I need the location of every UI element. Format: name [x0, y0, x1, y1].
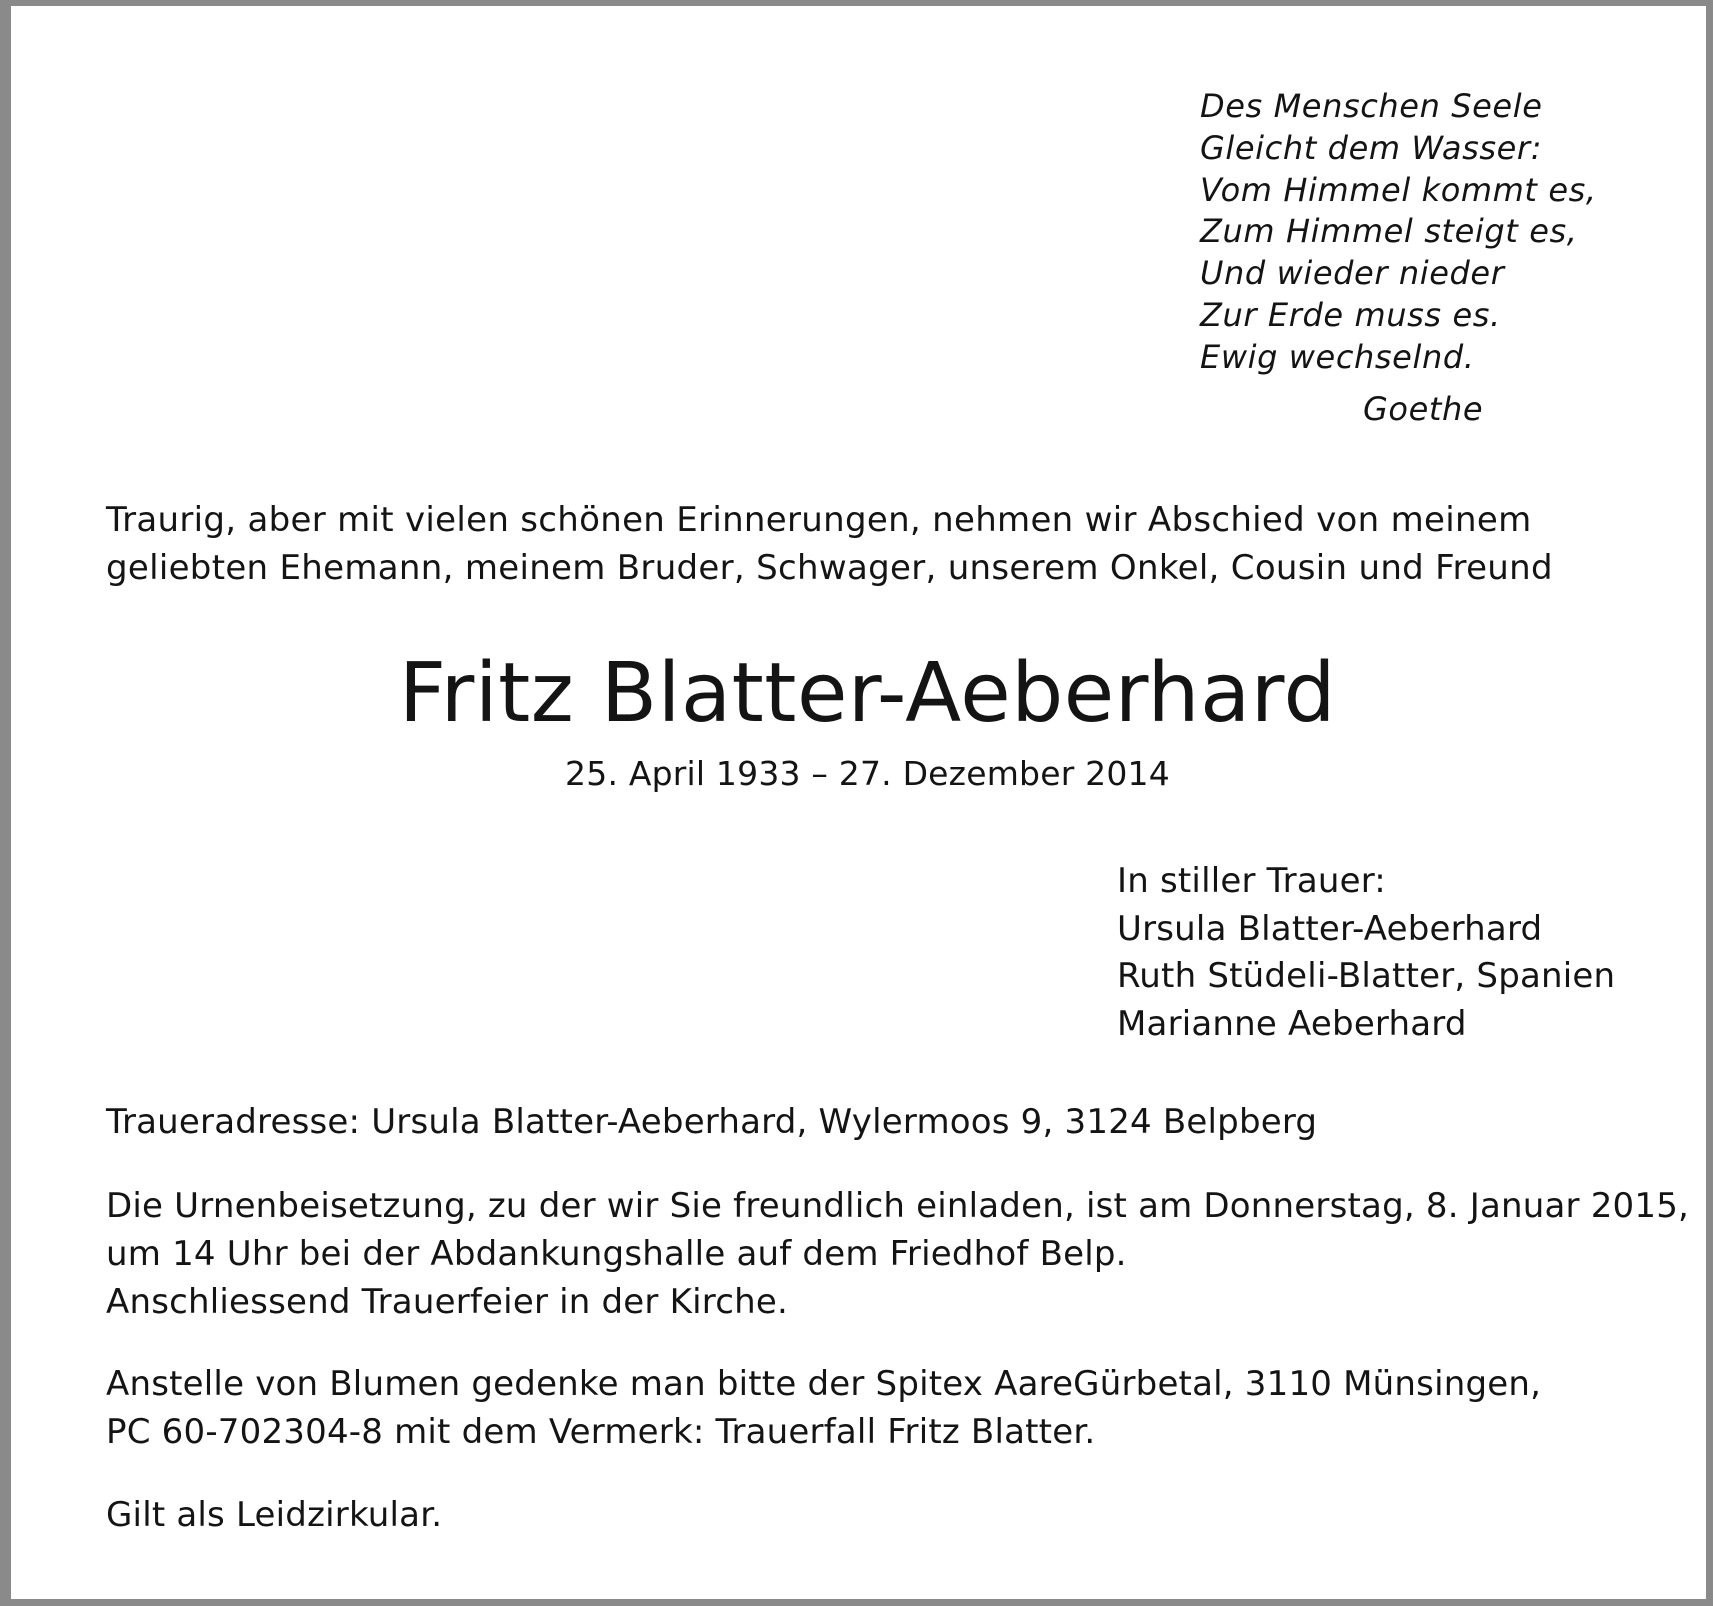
closing-line: Gilt als Leidzirkular. — [106, 1495, 443, 1535]
poem-line: Ewig wechselnd. — [1200, 337, 1475, 376]
poem-line: Vom Himmel kommt es, — [1200, 170, 1597, 209]
poem-author: Goethe — [1363, 390, 1484, 428]
poem-line: Zum Himmel steigt es, — [1200, 212, 1578, 251]
mourner-name: Ursula Blatter-Aeberhard — [1117, 908, 1543, 949]
poem-line: Gleicht dem Wasser: — [1200, 128, 1543, 167]
donation-paragraph — [106, 1360, 1541, 1456]
ceremony-paragraph — [106, 1182, 1689, 1326]
poem-line: Zur Erde muss es. — [1200, 295, 1501, 334]
life-dates: 25. April 1933 – 27. Dezember 2014 — [565, 754, 1170, 793]
intro-line: Traurig, aber mit vielen schönen Erinnerungen, nehmen wir Abschied von meinem — [106, 500, 1532, 540]
mourner-name: Ruth Stüdeli-Blatter, Spanien — [1117, 956, 1616, 996]
mourning-address — [106, 1098, 1317, 1146]
mourner-name: Marianne Aeberhard — [1117, 1003, 1467, 1044]
address-line: Traueradresse: Ursula Blatter-Aeberhard, Wylermoos 9, 3124 Belpberg — [106, 1102, 1318, 1142]
intro-line: geliebten Ehemann, meinem Bruder, Schwager, unserem Onkel, Cousin und Freund — [106, 548, 1553, 588]
ceremony-line: um 14 Uhr bei der Abdankungshalle auf dem Friedhof Belp. — [106, 1234, 1127, 1274]
mourners-list — [1117, 858, 1615, 1048]
poem — [1200, 86, 1597, 379]
ceremony-line: Die Urnenbeisetzung, zu der wir Sie freundlich einladen, ist am Donnerstag, 8. Januar 2015, — [106, 1186, 1690, 1226]
intro-text — [106, 496, 1553, 592]
deceased-name: Fritz Blatter-Aeberhard — [398, 646, 1337, 741]
poem-line: Des Menschen Seele — [1200, 87, 1543, 125]
ceremony-line: Anschliessend Trauerfeier in der Kirche. — [106, 1282, 788, 1322]
donation-line: PC 60-702304-8 mit dem Vermerk: Trauerfall Fritz Blatter. — [106, 1412, 1096, 1452]
mourners-heading: In stiller Trauer: — [1117, 861, 1386, 901]
donation-line: Anstelle von Blumen gedenke man bitte der Spitex AareGürbetal, 3110 Münsingen, — [106, 1364, 1542, 1404]
poem-line: Und wieder nieder — [1200, 254, 1505, 293]
closing-note — [106, 1491, 442, 1539]
